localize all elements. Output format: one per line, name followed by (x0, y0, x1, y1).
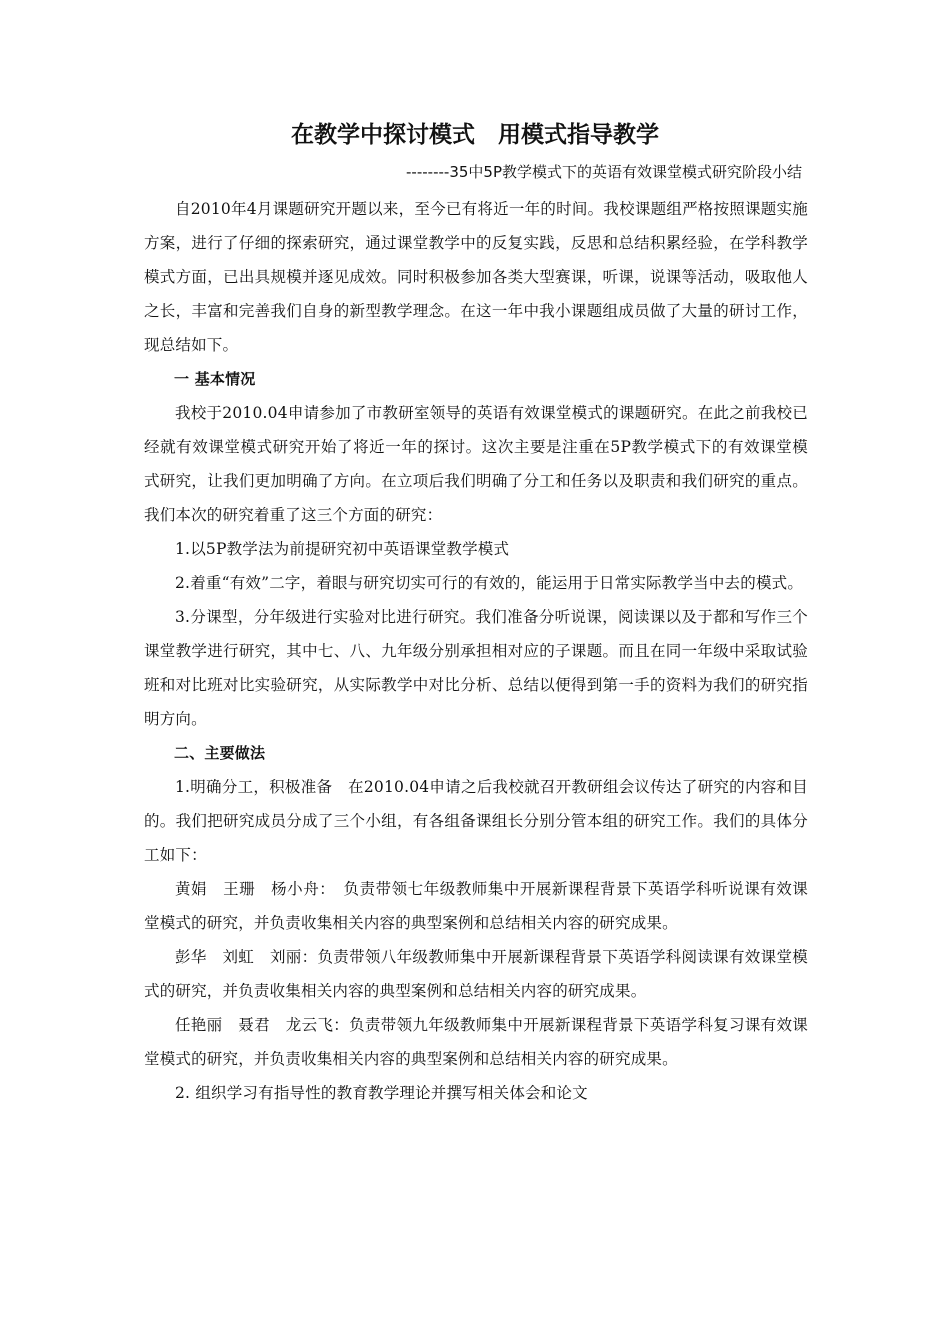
document-body (144, 192, 808, 1110)
document-subtitle: --------35中5P教学模式下的英语有效课堂模式研究阶段小结 (406, 163, 802, 181)
group-assignment-grade7: 黄娟 王珊 杨小舟： 负责带领七年级教师集中开展新课程背景下英语学科听说课有效课堂模式的研究，并负责收集相关内容的典型案例和总结相关内容的研究成果。 (144, 880, 808, 932)
intro-paragraph: 自2010年4月课题研究开题以来，至今已有将近一年的时间。我校课题组严格按照课题实施方案，进行了仔细的探索研究，通过课堂教学中的反复实践，反思和总结积累经验，在学科教学模式方面，已出具规模并逐见成效。同时积极参加各类大型赛课，听课，说课等活动，吸取他人之长，丰富和完善我们自身的新型教学理念。在这一年中我小课题组成员做了大量的研讨工作，现总结如下。 (144, 200, 808, 354)
list-item: 2.着重“有效”二字，着眼与研究切实可行的有效的，能运用于日常实际教学当中去的模式。 (175, 574, 804, 592)
document-title: 在教学中探讨模式 用模式指导教学 (291, 122, 659, 148)
list-item: 3.分课型，分年级进行实验对比进行研究。我们准备分听说课，阅读课以及于都和写作三个课堂教学进行研究，其中七、八、九年级分别承担相对应的子课题。而且在同一年级中采取试验班和对比班对比实验研究，从实际教学中对比分析、总结以便得到第一手的资料为我们的研究指明方向。 (144, 608, 808, 728)
group-assignment-grade9: 任艳丽 聂君 龙云飞：负责带领九年级教师集中开展新课程背景下英语学科复习课有效课堂模式的研究，并负责收集相关内容的典型案例和总结相关内容的研究成果。 (144, 1016, 808, 1068)
list-item: 1.以5P教学法为前提研究初中英语课堂教学模式 (175, 540, 510, 558)
group-assignment-grade8: 彭华 刘虹 刘丽：负责带领八年级教师集中开展新课程背景下英语学科阅读课有效课堂模式的研究，并负责收集相关内容的典型案例和总结相关内容的研究成果。 (144, 948, 808, 1000)
section-heading-basic: 一 基本情况 (174, 370, 256, 388)
section1-paragraph: 我校于2010.04申请参加了市教研室领导的英语有效课堂模式的课题研究。在此之前我校已经就有效课堂模式研究开始了将近一年的探讨。这次主要是注重在5P教学模式下的有效课堂模式研究，让我们更加明确了方向。在立项后我们明确了分工和任务以及职责和我们研究的重点。我们本次的研究着重了这三个方面的研究： (144, 404, 808, 524)
section-heading-methods: 二、主要做法 (174, 744, 266, 762)
section2-paragraph-2: 2. 组织学习有指导性的教育教学理论并撰写相关体会和论文 (175, 1084, 588, 1102)
section2-paragraph-1: 1.明确分工，积极准备 在2010.04申请之后我校就召开教研组会议传达了研究的内容和目的。我们把研究成员分成了三个小组，有各组备课组长分别分管本组的研究工作。我们的具体分工如下： (144, 778, 808, 864)
